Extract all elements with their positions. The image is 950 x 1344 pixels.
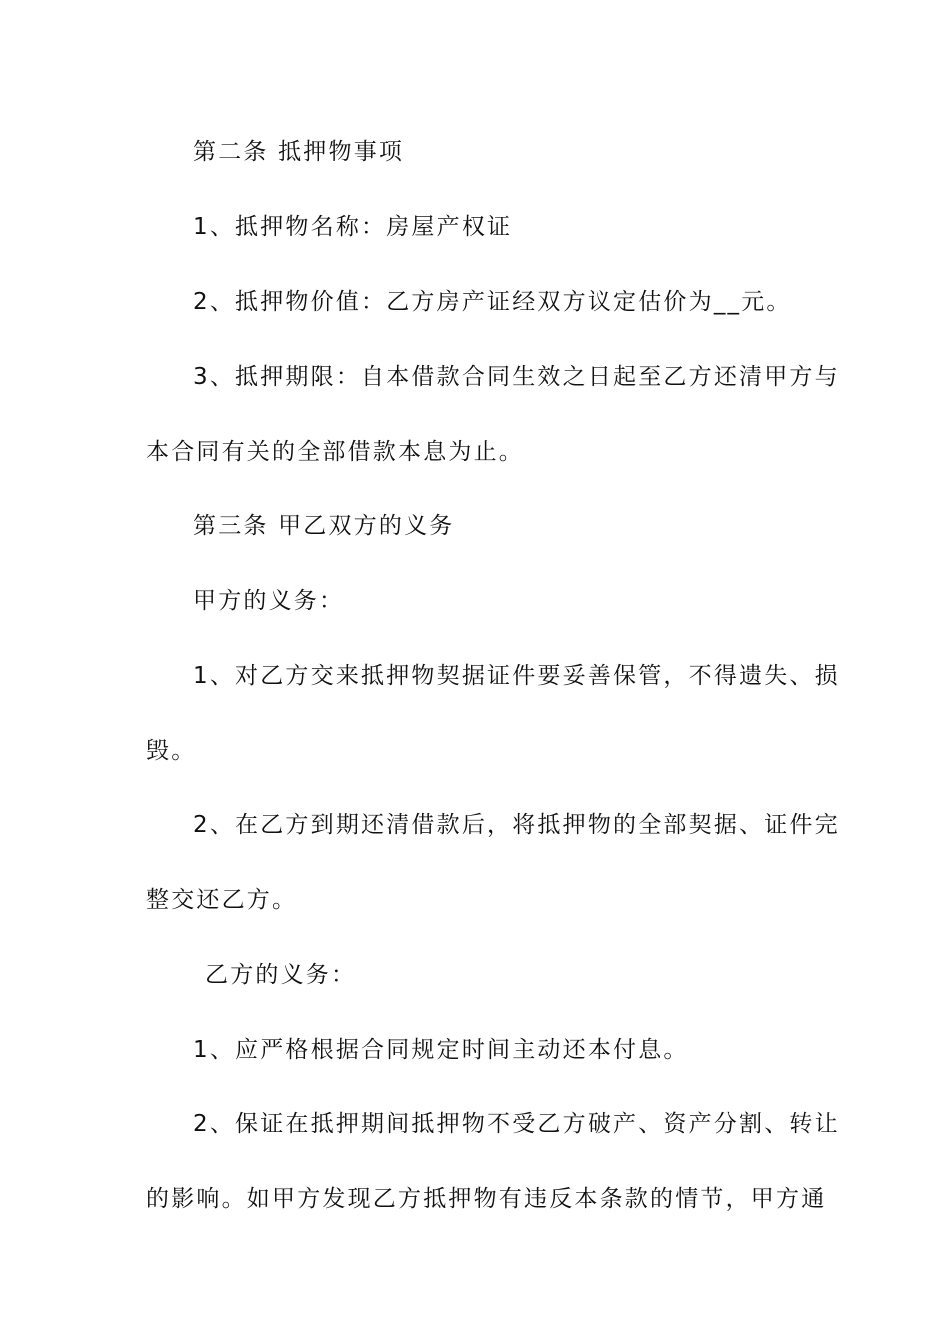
paragraph-line: 1、应严格根据合同规定时间主动还本付息。 <box>193 1037 689 1063</box>
paragraph-line: 2、保证在抵押期间抵押物不受乙方破产、资产分割、转让 <box>193 1111 840 1137</box>
subheading-party-a-duties: 甲方的义务： <box>193 588 345 614</box>
paragraph-line: 1、对乙方交来抵押物契据证件要妥善保管，不得遗失、损 <box>193 663 840 689</box>
paragraph-line: 2、抵押物价值：乙方房产证经双方议定估价为__元。 <box>193 289 792 315</box>
section-heading-article-2: 第二条 抵押物事项 <box>193 139 405 165</box>
paragraph-line: 整交还乙方。 <box>146 887 298 913</box>
paragraph-line: 的影响。如甲方发现乙方抵押物有违反本条款的情节，甲方通 <box>146 1186 827 1212</box>
paragraph-line: 3、抵押期限：自本借款合同生效之日起至乙方还清甲方与 <box>193 364 840 390</box>
paragraph-line: 本合同有关的全部借款本息为止。 <box>146 439 524 465</box>
paragraph-line: 毁。 <box>146 738 197 764</box>
paragraph-line: 1、抵押物名称：房屋产权证 <box>193 214 513 240</box>
section-heading-article-3: 第三条 甲乙双方的义务 <box>193 513 455 539</box>
paragraph-line: 2、在乙方到期还清借款后，将抵押物的全部契据、证件完 <box>193 812 840 838</box>
subheading-party-b-duties: 乙方的义务： <box>205 962 357 988</box>
